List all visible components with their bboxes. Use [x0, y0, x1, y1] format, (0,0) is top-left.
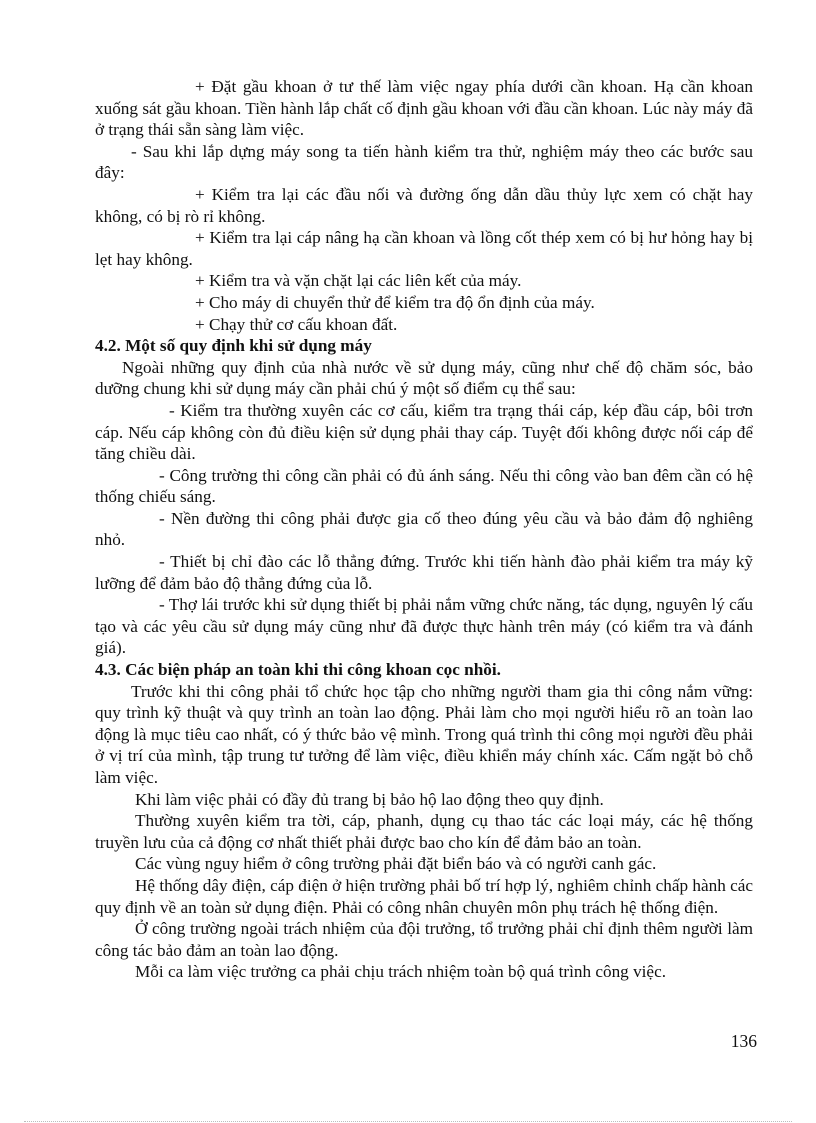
paragraph: - Thiết bị chỉ đào các lỗ thẳng đứng. Trước khi tiến hành đào phải kiểm tra máy kỹ lưỡng để đảm bảo độ thẳng đứng của lỗ.	[95, 552, 753, 593]
paragraph: - Thợ lái trước khi sử dụng thiết bị phải nắm vững chức năng, tác dụng, nguyên lý cấu tạo và các yêu cầu sử dụng máy cũng như đã được thực hành trên máy (có kiểm tra và đánh giá).	[95, 595, 753, 658]
page-number: 136	[730, 1031, 757, 1051]
paragraph: Thường xuyên kiểm tra tời, cáp, phanh, dụng cụ thao tác các loại máy, các hệ thống truyền lưu của cả động cơ nhất thiết phải được bao cho kín để đảm bảo an toàn.	[95, 811, 753, 852]
paragraph: - Công trường thi công cần phải có đủ ánh sáng. Nếu thi công vào ban đêm cần có hệ thống chiếu sáng.	[95, 465, 753, 507]
paragraph: Mỗi ca làm việc trưởng ca phải chịu trách nhiệm toàn bộ quá trình công việc.	[135, 962, 666, 982]
paragraph: + Cho máy di chuyển thử để kiểm tra độ ổn định của máy.	[195, 292, 595, 312]
document-body	[95, 76, 753, 983]
paragraph: Hệ thống dây điện, cáp điện ở hiện trường phải bố trí hợp lý, nghiêm chỉnh chấp hành các quy định về an toàn sử dụng điện. Phải có công nhân chuyên môn phụ trách hệ thống điện.	[95, 875, 753, 917]
paragraph: + Đặt gầu khoan ở tư thế làm việc ngay phía dưới cần khoan. Hạ cần khoan xuống sát gầu khoan. Tiền hành lắp chất cố định gầu khoan với đầu cần khoan. Lúc này máy đã ở trạng thái sẵn sàng làm việc.	[95, 77, 753, 140]
paragraph: + Kiểm tra và vặn chặt lại các liên kết của máy.	[195, 271, 522, 291]
paragraph: + Kiểm tra lại các đầu nối và đường ống dẫn dầu thủy lực xem có chặt hay không, có bị rò rỉ không.	[95, 184, 753, 226]
paragraph: Khi làm việc phải có đầy đủ trang bị bảo hộ lao động theo quy định.	[135, 789, 604, 809]
page-bottom-divider	[24, 1121, 792, 1122]
paragraph: - Sau khi lắp dựng máy song ta tiến hành kiểm tra thử, nghiệm máy theo các bước sau đây:	[95, 141, 753, 183]
paragraph: - Nền đường thi công phải được gia cố theo đúng yêu cầu và bảo đảm độ nghiêng nhỏ.	[95, 508, 753, 550]
paragraph: Ngoài những quy định của nhà nước về sử dụng máy, cũng như chế độ chăm sóc, bảo dưỡng chung khi sử dụng máy cần phải chú ý một số điểm cụ thể sau:	[95, 357, 753, 399]
paragraph: Trước khi thi công phải tổ chức học tập cho những người tham gia thi công nắm vững: quy trình kỹ thuật và quy trình an toàn lao động. Phải làm cho mọi người hiểu rõ an toàn lao động là mục tiêu cao nhất, có ý thức bảo vệ mình. Trong quá trình thi công mọi người đều phải ở vị trí của mình, tập trung tư tưởng để làm việc, điều khiển máy chính xác. Cấm ngặt bỏ chỗ làm việc.	[95, 681, 753, 787]
paragraph: + Kiểm tra lại cáp nâng hạ cần khoan và lồng cốt thép xem có bị hư hỏng hay bị lẹt hay không.	[95, 228, 753, 269]
paragraph: Các vùng nguy hiểm ở công trường phải đặt biển báo và có người canh gác.	[135, 854, 657, 874]
section-heading: 4.2. Một số quy định khi sử dụng máy	[95, 336, 372, 356]
paragraph: - Kiểm tra thường xuyên các cơ cấu, kiểm tra trạng thái cáp, kép đầu cáp, bôi trơn cáp. Nếu cáp không còn đủ điều kiện sử dụng phải thay cáp. Tuyệt đối không được nối cáp để tăng chiều dài.	[95, 400, 753, 464]
section-heading: 4.3. Các biện pháp an toàn khi thi công khoan cọc nhồi.	[95, 660, 501, 680]
paragraph: + Chạy thử cơ cấu khoan đất.	[195, 314, 398, 334]
paragraph: Ở công trường ngoài trách nhiệm của đội trưởng, tổ trưởng phải chỉ định thêm người làm công tác bảo đảm an toàn lao động.	[95, 919, 753, 960]
